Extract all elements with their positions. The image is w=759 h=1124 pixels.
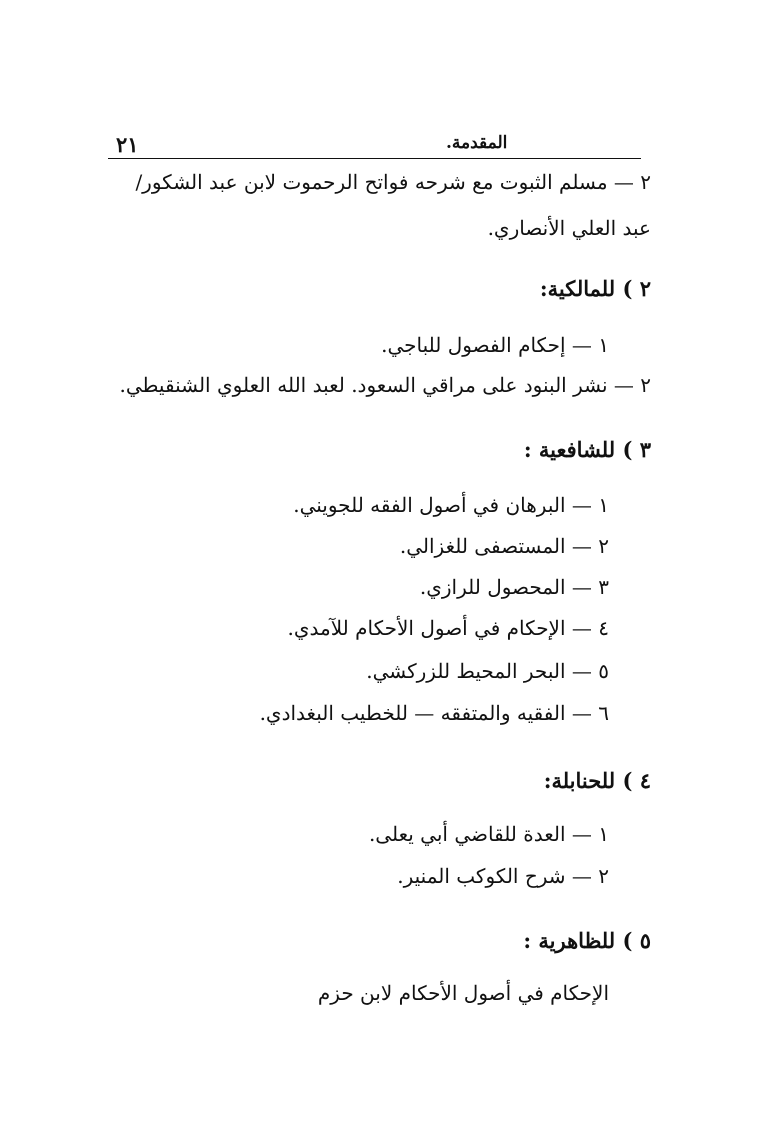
section-heading-hanbali: ٤ ) للحنابلة: bbox=[543, 768, 651, 793]
list-item: ١ — البرهان في أصول الفقه للجويني. bbox=[293, 493, 609, 517]
list-item: ٢ — شرح الكوكب المنير. bbox=[397, 864, 609, 888]
page-number: ٢١ bbox=[116, 132, 139, 157]
running-title: المقدمة. bbox=[446, 133, 508, 153]
list-item: ٢ — نشر البنود على مراقي السعود. لعبد الله العلوي الشنقيطي. bbox=[119, 373, 651, 397]
list-item: ٤ — الإحكام في أصول الأحكام للآمدي. bbox=[287, 616, 609, 640]
section-heading-shafii: ٣ ) للشافعية : bbox=[523, 437, 651, 462]
intro-line-1: ٢ — مسلم الثبوت مع شرحه فواتح الرحموت لابن عبد الشكور/ bbox=[135, 170, 651, 194]
section-heading-maliki: ٢ ) للمالكية: bbox=[539, 276, 651, 301]
list-item: الإحكام في أصول الأحكام لابن حزم bbox=[317, 981, 609, 1005]
list-item: ٥ — البحر المحيط للزركشي. bbox=[366, 659, 609, 683]
running-header bbox=[108, 130, 641, 159]
list-item: ٢ — المستصفى للغزالي. bbox=[399, 534, 609, 558]
section-heading-zahiri: ٥ ) للظاهرية : bbox=[523, 928, 651, 953]
list-item: ٦ — الفقيه والمتفقه — للخطيب البغدادي. bbox=[259, 701, 609, 725]
intro-line-2: عبد العلي الأنصاري. bbox=[487, 216, 651, 240]
list-item: ١ — العدة للقاضي أبي يعلى. bbox=[368, 822, 609, 846]
list-item: ٣ — المحصول للرازي. bbox=[419, 575, 609, 599]
list-item: ١ — إحكام الفصول للباجي. bbox=[381, 333, 609, 357]
